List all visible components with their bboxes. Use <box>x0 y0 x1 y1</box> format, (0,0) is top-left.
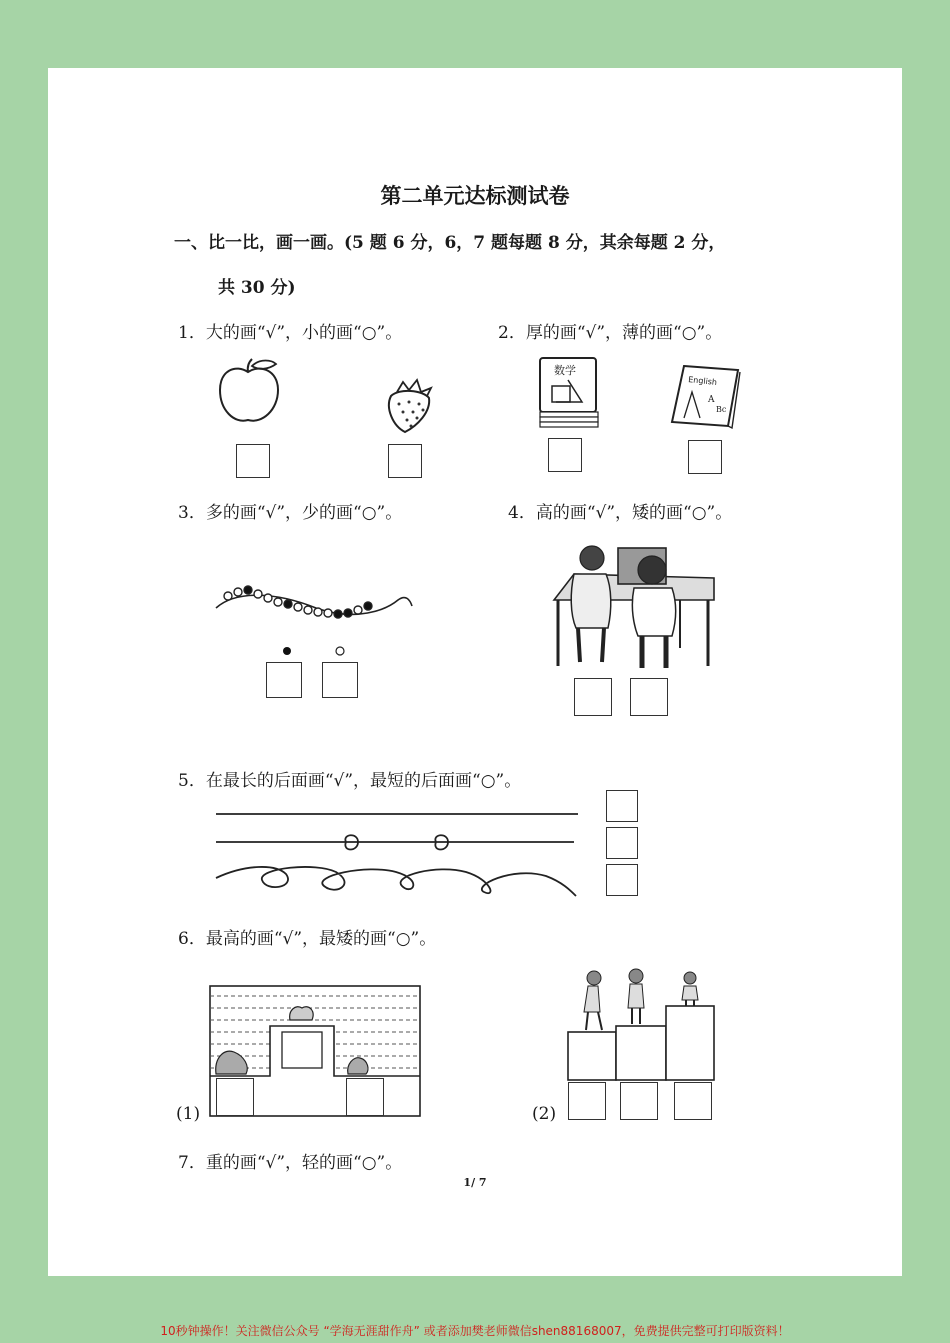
q6-part2-label: (2) <box>532 1104 557 1124</box>
q6-part2-right-answer-box[interactable] <box>674 1082 712 1120</box>
q4-right-child-answer-box[interactable] <box>630 678 668 716</box>
q6-part2-picture <box>566 964 718 1084</box>
svg-text:Bc: Bc <box>716 405 727 414</box>
q1-apple-answer-box[interactable] <box>236 444 270 478</box>
white-bead-icon <box>335 646 345 656</box>
section-heading-line2: 共 30 分) <box>218 278 296 298</box>
strawberry-picture <box>383 378 439 434</box>
question-5: 5．在最长的后面画“√”，最短的后面画“○”。 <box>178 771 522 791</box>
q5-line2-answer-box[interactable] <box>606 827 638 859</box>
question-4: 4．高的画“√”，矮的画“○”。 <box>508 503 733 523</box>
page-number: 1/ 7 <box>463 1176 487 1189</box>
q6-part1-label: (1) <box>176 1104 201 1124</box>
q2-thin-book-answer-box[interactable] <box>688 440 722 474</box>
exam-sheet <box>48 68 902 1276</box>
thick-book-picture <box>538 356 602 432</box>
question-2: 2．厚的画“√”，薄的画“○”。 <box>498 323 723 343</box>
q1-strawberry-answer-box[interactable] <box>388 444 422 478</box>
section-heading-line1: 一、比一比，画一画。(5 题 6 分，6，7 题每题 8 分，其余每题 2 分， <box>174 233 726 253</box>
svg-text:A: A <box>708 395 715 405</box>
thin-book-picture <box>670 362 742 430</box>
page-title: 第二单元达标测试卷 <box>380 184 570 208</box>
q3-black-bead-answer-box[interactable] <box>266 662 302 698</box>
three-lines-picture <box>216 806 582 916</box>
q2-thick-book-answer-box[interactable] <box>548 438 582 472</box>
question-7: 7．重的画“√”，轻的画“○”。 <box>178 1153 403 1173</box>
q6-part1-left-answer-box[interactable] <box>216 1078 254 1116</box>
q3-white-bead-answer-box[interactable] <box>322 662 358 698</box>
bead-string-picture <box>216 580 416 626</box>
footer-notice: 10秒钟操作！关注微信公众号 “学海无涯甜作舟” 或者添加樊老师微信shen88168007，免费提供完整可打印版资料！ <box>160 1324 790 1338</box>
apple-picture <box>216 358 286 430</box>
question-6: 6．最高的画“√”，最矮的画“○”。 <box>178 929 437 949</box>
question-1: 1．大的画“√”，小的画“○”。 <box>178 323 403 343</box>
q5-line1-answer-box[interactable] <box>606 790 638 822</box>
q5-line3-answer-box[interactable] <box>606 864 638 896</box>
q6-part2-middle-answer-box[interactable] <box>620 1082 658 1120</box>
thick-book-label: 数学 <box>554 364 576 377</box>
black-bead-icon <box>282 646 292 656</box>
q4-left-child-answer-box[interactable] <box>574 678 612 716</box>
q6-part2-left-answer-box[interactable] <box>568 1082 606 1120</box>
thin-book-label: English <box>687 375 718 388</box>
q6-part1-right-answer-box[interactable] <box>346 1078 384 1116</box>
question-3: 3．多的画“√”，少的画“○”。 <box>178 503 403 523</box>
two-children-computer-picture <box>554 544 718 674</box>
